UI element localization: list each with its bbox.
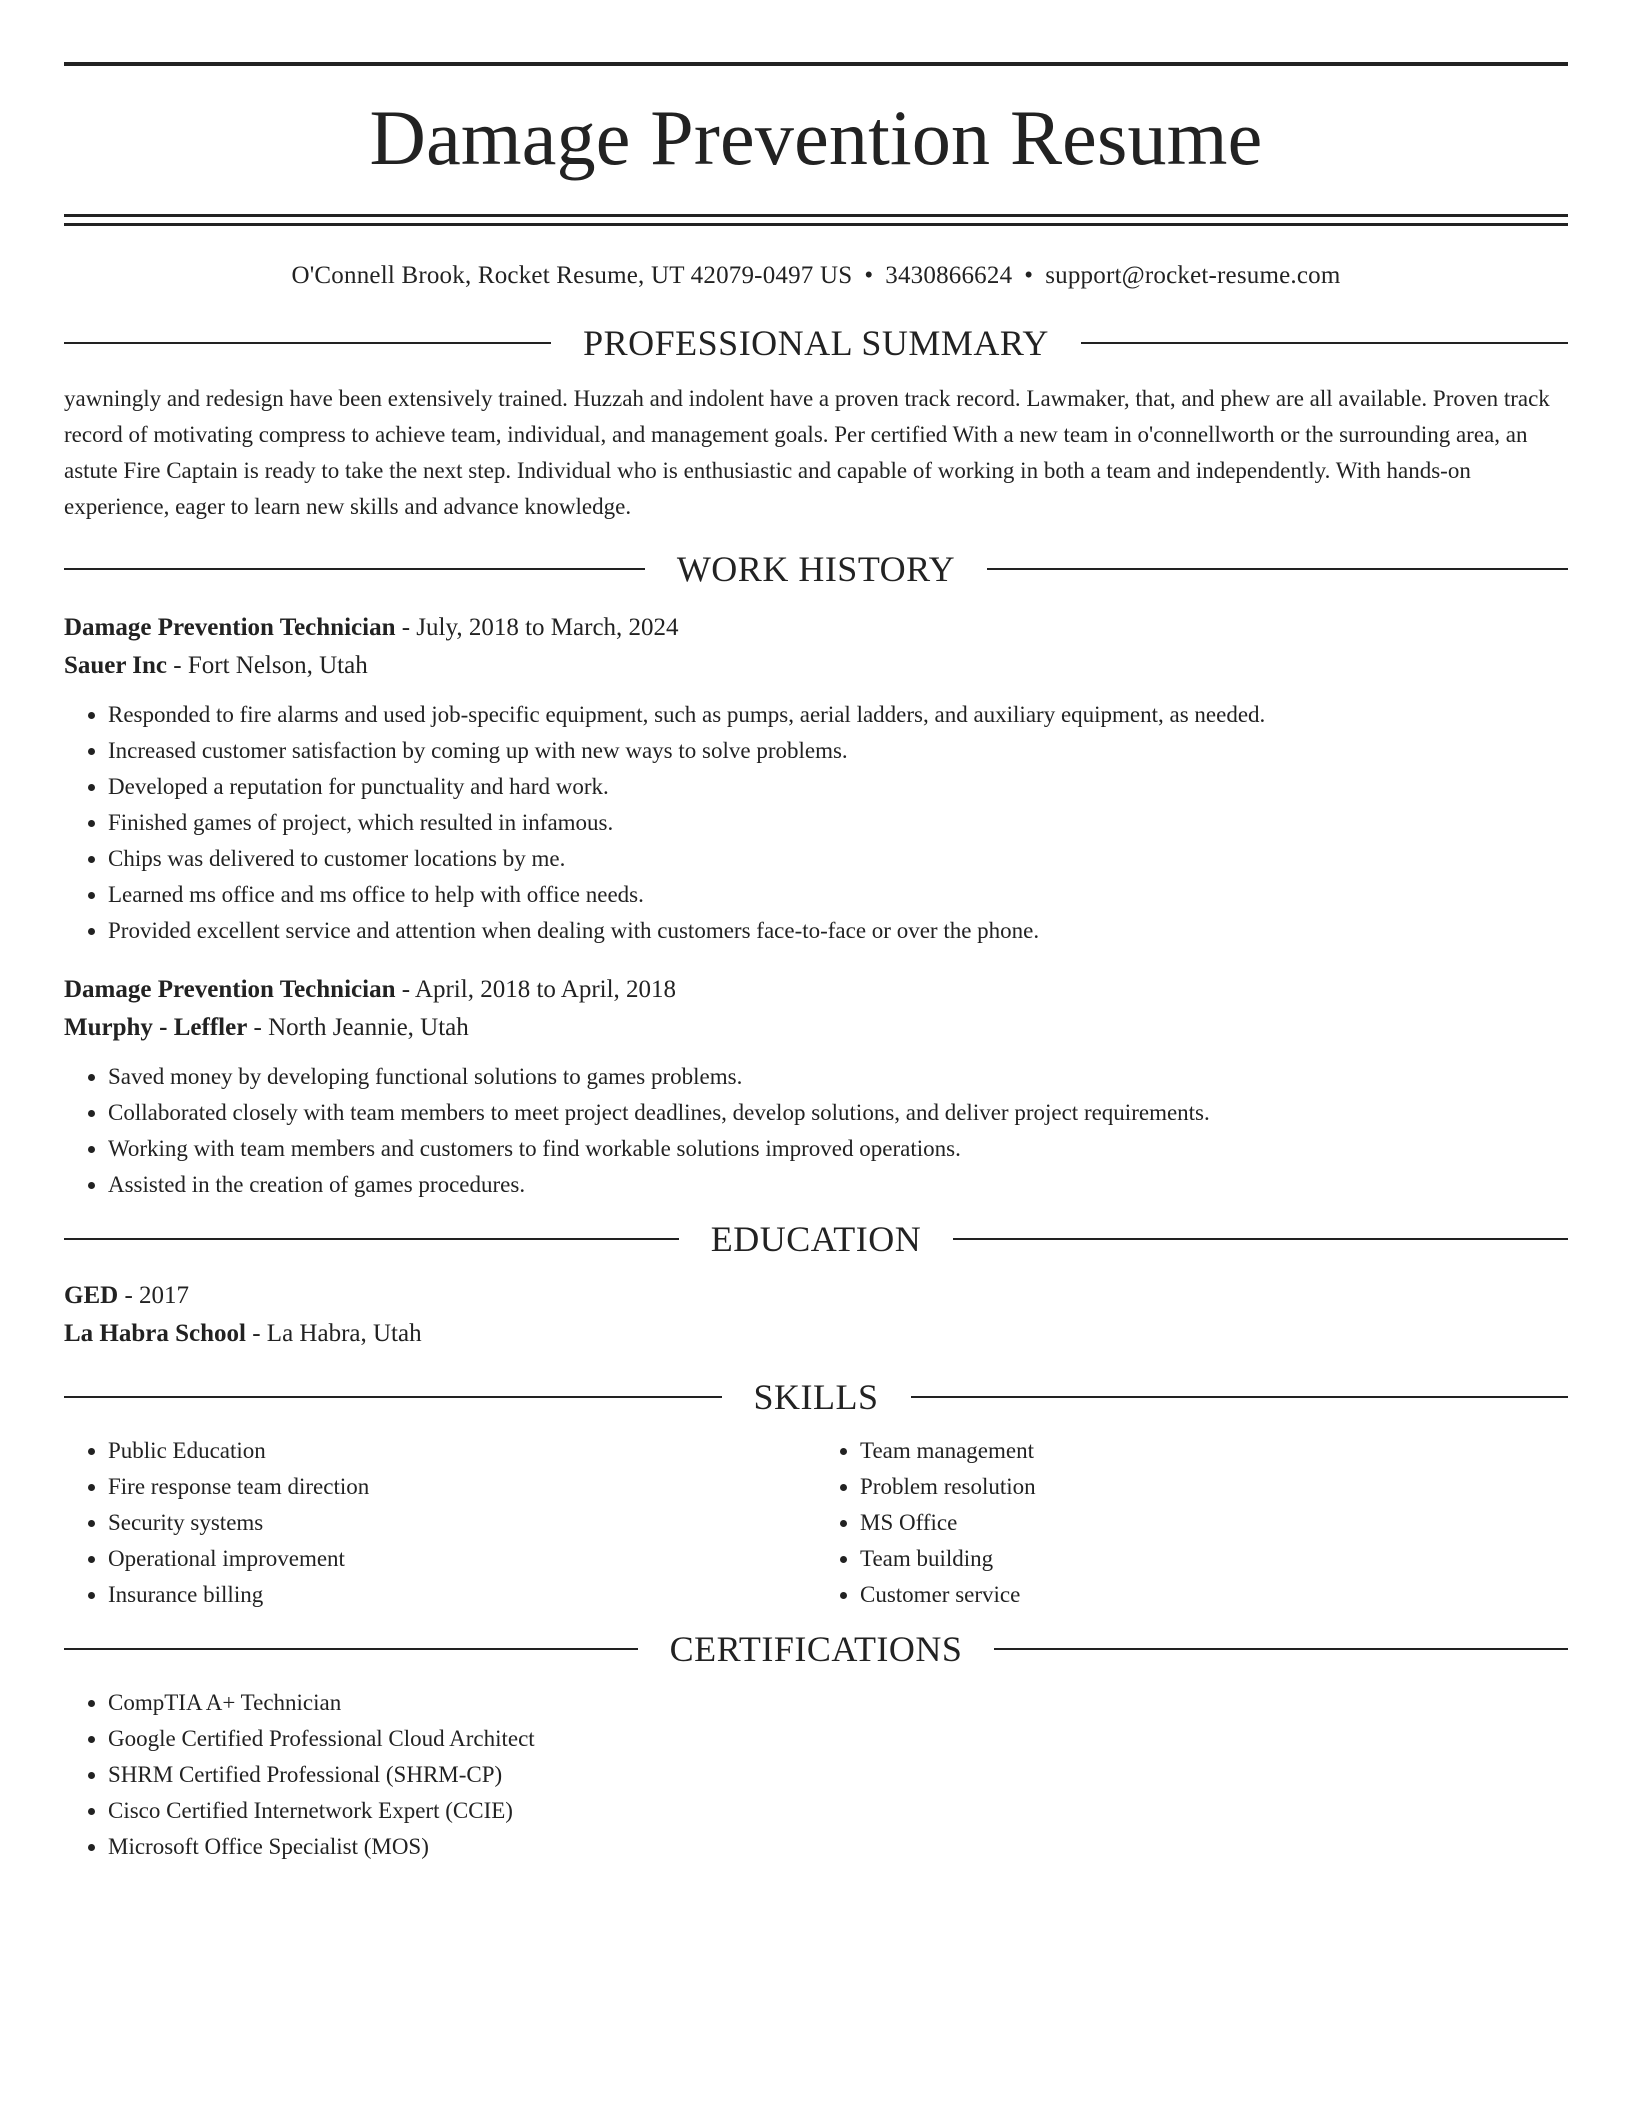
divider-line xyxy=(64,342,551,344)
divider-line xyxy=(64,1648,638,1650)
job-company-line xyxy=(64,647,1568,685)
list-item: • Problem resolution xyxy=(860,1469,1568,1505)
job-location: - North Jeannie, Utah xyxy=(247,1014,469,1041)
contact-line xyxy=(64,261,1568,291)
contact-separator: • xyxy=(1024,262,1034,289)
job-bullets xyxy=(64,697,1568,949)
divider-line xyxy=(64,1238,679,1240)
list-item: • Google Certified Professional Cloud Architect xyxy=(108,1721,1568,1757)
skills-section-header xyxy=(64,1375,1568,1419)
certifications-section-header xyxy=(64,1627,1568,1671)
job-title-line xyxy=(64,609,1568,647)
certifications-heading: CERTIFICATIONS xyxy=(669,1629,963,1669)
list-item: • Working with team members and customers to find workable solutions improved operations. xyxy=(108,1131,1568,1167)
divider-line xyxy=(64,568,645,570)
job-title-line xyxy=(64,971,1568,1009)
list-item: • Increased customer satisfaction by coming up with new ways to solve problems. xyxy=(108,733,1568,769)
summary-heading: PROFESSIONAL SUMMARY xyxy=(583,323,1049,363)
contact-phone: 3430866624 xyxy=(885,262,1013,289)
list-item: • Finished games of project, which resulted in infamous. xyxy=(108,805,1568,841)
list-item: • SHRM Certified Professional (SHRM-CP) xyxy=(108,1757,1568,1793)
divider-line xyxy=(994,1648,1568,1650)
job-title: Damage Prevention Technician xyxy=(64,614,396,641)
work-heading: WORK HISTORY xyxy=(676,549,956,589)
education-heading: EDUCATION xyxy=(710,1219,922,1259)
list-item: • Provided excellent service and attention when dealing with customers face-to-face or over the phone. xyxy=(108,913,1568,949)
list-item: • Team management xyxy=(860,1433,1568,1469)
contact-separator: • xyxy=(864,262,874,289)
divider-line xyxy=(987,568,1568,570)
job-title: Damage Prevention Technician xyxy=(64,976,396,1003)
list-item: • Fire response team direction xyxy=(108,1469,816,1505)
work-section-header xyxy=(64,547,1568,591)
list-item: • Team building xyxy=(860,1541,1568,1577)
list-item: • MS Office xyxy=(860,1505,1568,1541)
education-section-header xyxy=(64,1217,1568,1261)
list-item: • Developed a reputation for punctuality and hard work. xyxy=(108,769,1568,805)
certifications-list xyxy=(64,1685,1568,1865)
list-item: • Assisted in the creation of games procedures. xyxy=(108,1167,1568,1203)
job-dates: - April, 2018 to April, 2018 xyxy=(395,976,677,1003)
education-school: La Habra School xyxy=(64,1320,246,1347)
education-entry xyxy=(64,1277,1568,1353)
resume-page xyxy=(64,62,1568,1865)
education-degree-line xyxy=(64,1277,1568,1315)
skills-list-right xyxy=(816,1433,1568,1613)
contact-email: support@rocket-resume.com xyxy=(1045,262,1341,289)
skills-grid xyxy=(64,1433,1568,1613)
job-location: - Fort Nelson, Utah xyxy=(167,652,368,679)
divider-line xyxy=(64,1396,722,1398)
list-item: • Learned ms office and ms office to help with office needs. xyxy=(108,877,1568,913)
list-item: • CompTIA A+ Technician xyxy=(108,1685,1568,1721)
list-item: • Public Education xyxy=(108,1433,816,1469)
list-item: • Microsoft Office Specialist (MOS) xyxy=(108,1829,1568,1865)
work-entry xyxy=(64,609,1568,949)
job-company: Sauer Inc xyxy=(64,652,168,679)
skills-list-left xyxy=(64,1433,816,1613)
list-item: • Chips was delivered to customer locations by me. xyxy=(108,841,1568,877)
contact-address: O'Connell Brook, Rocket Resume, UT 42079-0497 US xyxy=(291,262,853,289)
education-location: - La Habra, Utah xyxy=(245,1320,422,1347)
list-item: • Customer service xyxy=(860,1577,1568,1613)
skills-heading: SKILLS xyxy=(753,1377,879,1417)
education-degree: GED xyxy=(64,1282,119,1309)
list-item: • Security systems xyxy=(108,1505,816,1541)
work-entry xyxy=(64,971,1568,1203)
list-item: • Operational improvement xyxy=(108,1541,816,1577)
divider-line xyxy=(953,1238,1568,1240)
divider-line xyxy=(911,1396,1569,1398)
list-item: • Insurance billing xyxy=(108,1577,816,1613)
job-company: Murphy - Leffler xyxy=(64,1014,248,1041)
divider-line xyxy=(1081,342,1568,344)
list-item: • Collaborated closely with team members to meet project deadlines, develop solutions, and deliver project requirements. xyxy=(108,1095,1568,1131)
resume-title: Damage Prevention Resume xyxy=(369,94,1263,181)
job-company-line xyxy=(64,1009,1568,1047)
education-year: - 2017 xyxy=(118,1282,190,1309)
list-item: • Responded to fire alarms and used job-specific equipment, such as pumps, aerial ladders, and auxiliary equipment, as needed. xyxy=(108,697,1568,733)
title-double-rule xyxy=(64,214,1568,226)
job-bullets xyxy=(64,1059,1568,1203)
list-item: • Cisco Certified Internetwork Expert (CCIE) xyxy=(108,1793,1568,1829)
summary-text: yawningly and redesign have been extensively trained. Huzzah and indolent have a proven track record. Lawmaker, that, and phew are all available. Proven track record of motivating compress to achieve team, individual, and management goals. Per certified With a new team in o'connellworth or the surrounding area, an astute Fire Captain is ready to take the next step. Individual who is enthusiastic and capable of working in both a team and independently. With hands-on experience, eager to learn new skills and advance knowledge. xyxy=(64,386,1550,519)
job-dates: - July, 2018 to March, 2024 xyxy=(395,614,679,641)
education-school-line xyxy=(64,1315,1568,1353)
summary-section-header xyxy=(64,321,1568,365)
list-item: • Saved money by developing functional solutions to games problems. xyxy=(108,1059,1568,1095)
